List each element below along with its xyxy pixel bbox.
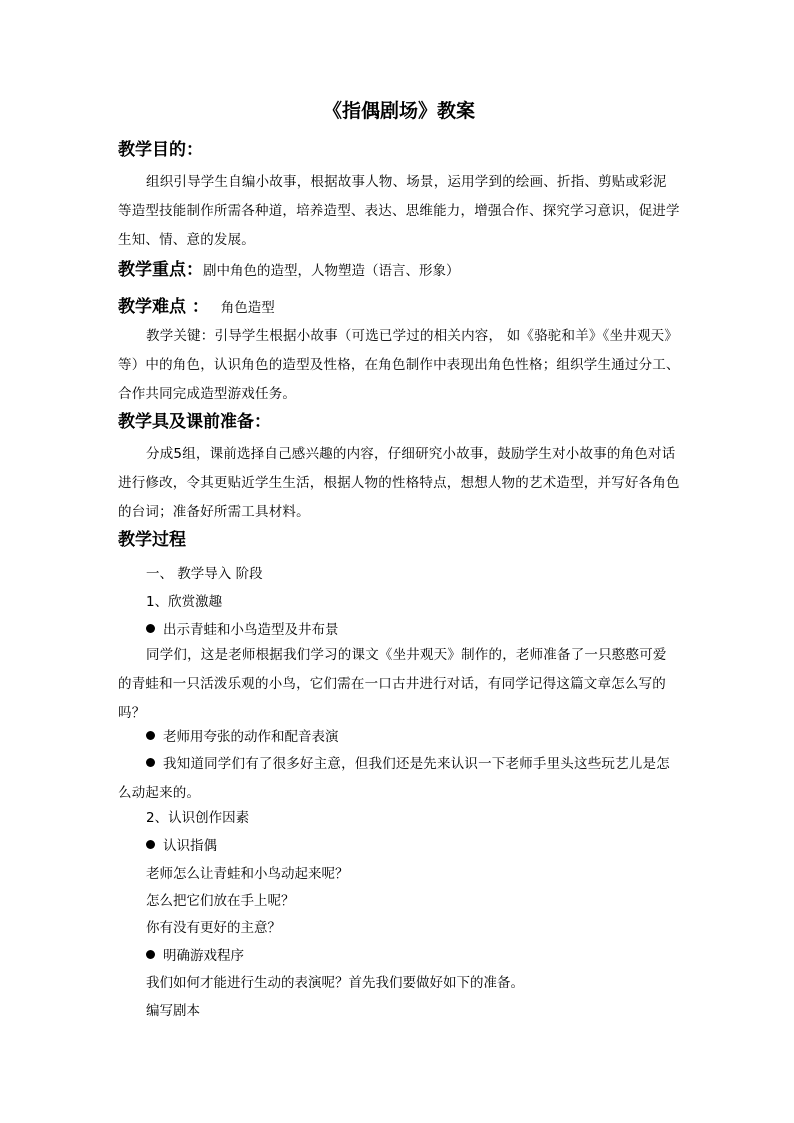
- bullet-text: 明确游戏程序: [163, 948, 244, 964]
- focus-heading: [118, 258, 460, 283]
- intro-paragraph: 同学们，这是老师根据我们学习的课文《坐井观天》制作的，老师准备了一只憨憨可爱的青蛙和一只活泼乐观的小鸟，它们需在一口古井进行对话，有同学记得这篇文章怎么写的吗？: [118, 647, 667, 721]
- bullet-item: [146, 836, 217, 856]
- objective-paragraph: 组织引导学生自编小故事，根据故事人物、场景，运用学到的绘画、折指、剪贴或彩泥等造型技能制作所需各种道，培养造型、表达、思维能力，增强合作、探究学习意识，促进学生知、情、意的发展。: [118, 174, 680, 248]
- bullet-text: 老师用夸张的动作和配音表演: [163, 729, 339, 745]
- script-line: 编写剧本: [146, 1003, 200, 1019]
- document-title: 《指偶剧场》教案: [322, 100, 475, 122]
- bullet-dot-icon: [146, 950, 155, 959]
- bullet-text: 出示青蛙和小鸟造型及井布景: [163, 622, 339, 638]
- focus-text: 剧中角色的造型，人物塑造（语言、形象）: [203, 263, 460, 279]
- process-heading-label: 教学过程: [118, 530, 186, 550]
- bullet-item: [146, 946, 244, 966]
- preparation-paragraph: 分成5组，课前选择自己感兴趣的内容，仔细研究小故事，鼓励学生对小故事的角色对话进行修改，令其更贴近学生生活，根据人物的性格特点，想想人物的艺术造型，并写好各角色的台词；准备好所需工具材料。: [118, 446, 680, 520]
- bullet-item: [146, 727, 339, 747]
- difficulty-heading-label: 教学难点 ：: [118, 297, 209, 317]
- bullet-dot-icon: [146, 758, 155, 767]
- focus-heading-label: 教学重点：: [118, 260, 203, 280]
- objective-heading: [118, 138, 203, 162]
- bullet-dot-icon: [146, 731, 155, 740]
- bullet-item: [146, 620, 339, 640]
- subsection-1-title: 1、欣赏激趣: [146, 594, 223, 610]
- bullet-text: 认识指偶: [163, 838, 217, 854]
- question-2: 怎么把它们放在手上呢？: [146, 893, 295, 909]
- bullet-dot-icon: [146, 624, 155, 633]
- preparation-line: 我们如何才能进行生动的表演呢？首先我们要做好如下的准备。: [146, 975, 524, 991]
- difficulty-heading: [118, 295, 275, 320]
- bullet-paragraph: [118, 750, 680, 808]
- question-1: 老师怎么让青蛙和小鸟动起来呢？: [146, 866, 349, 882]
- key-paragraph: 教学关键：引导学生根据小故事（可选已学过的相关内容， 如《骆驼和羊》《坐井观天》等）中的角色，认识角色的造型及性格，在角色制作中表现出角色性格；组织学生通过分工、合作共同完成造型游戏任务。: [118, 328, 680, 402]
- objective-heading-label: 教学目的：: [118, 140, 203, 160]
- bullet-text: 我知道同学们有了很多好主意，但我们还是先来认识一下老师手里头这些玩艺儿是怎么动起来的。: [118, 756, 670, 801]
- difficulty-text: 角色造型: [220, 300, 275, 316]
- preparation-heading: [118, 410, 271, 434]
- bullet-dot-icon: [146, 840, 155, 849]
- question-3: 你有没有更好的主意？: [146, 920, 281, 936]
- stage-1-title: 一、 教学导入 阶段: [146, 566, 263, 582]
- subsection-2-title: 2、认识创作因素: [146, 810, 250, 826]
- preparation-heading-label: 教学具及课前准备：: [118, 412, 271, 432]
- process-heading: [118, 528, 186, 552]
